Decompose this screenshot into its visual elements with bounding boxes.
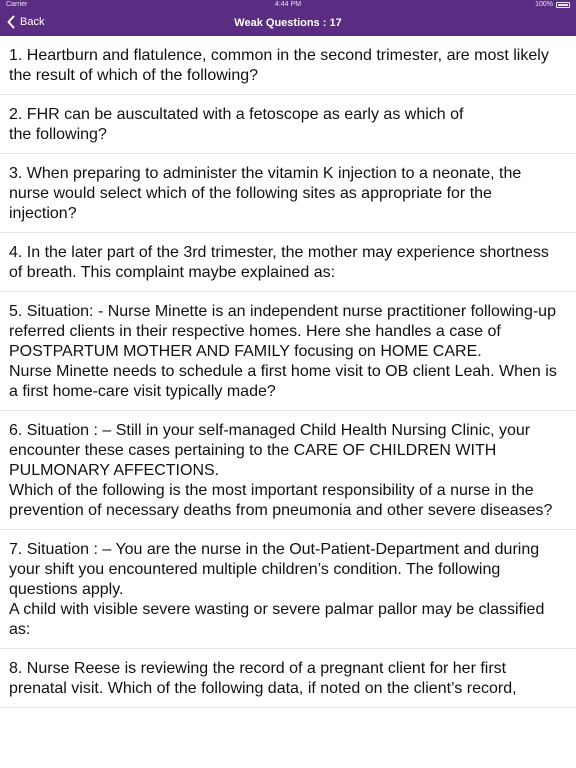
top-bar: [0, 0, 576, 36]
question-item[interactable]: 5. Situation: - Nurse Minette is an independent nurse practitioner following-up referred clients in their respective homes. Here she handles a case of POSTPARTUM MOTHER AND FAMILY focusing on HOME CARE. Nurse Minette needs to schedule a first home visit to OB client Leah. When is a first home-care visit typically made?: [0, 292, 576, 411]
carrier-label: Carrier: [6, 1, 28, 8]
question-item[interactable]: 6. Situation : – Still in your self-managed Child Health Nursing Clinic, your encounter these cases pertaining to the CARE OF CHILDREN WITH PULMONARY AFFECTIONS. Which of the following is the most important responsibility of a nurse in the prevention of necessary deaths from pneumonia and other severe diseases?: [0, 411, 576, 530]
question-item[interactable]: 1. Heartburn and flatulence, common in the second trimester, are most likely the result of which of the following?: [0, 36, 576, 95]
question-item[interactable]: 7. Situation : – You are the nurse in the Out-Patient-Department and during your shift you encountered multiple children’s condition. The following questions apply. A child with visible severe wasting or severe palmar pallor may be classified as:: [0, 530, 576, 649]
battery-icon: [556, 2, 570, 8]
battery-indicator: [535, 1, 570, 8]
questions-list: [0, 36, 576, 768]
question-item[interactable]: 2. FHR can be auscultated with a fetoscope as early as which of the following?: [0, 95, 576, 154]
navigation-bar: [0, 12, 576, 34]
back-label: Back: [20, 16, 45, 28]
page-title: Weak Questions : 17: [234, 17, 342, 29]
question-item[interactable]: 4. In the later part of the 3rd trimester, the mother may experience shortness of breath. This complaint maybe explained as:: [0, 233, 576, 292]
question-item[interactable]: 8. Nurse Reese is reviewing the record of a pregnant client for her first prenatal visit. Which of the following data, if noted on the client’s record,: [0, 649, 576, 708]
status-time: 4:44 PM: [274, 1, 302, 8]
battery-percent: 100%: [535, 1, 553, 8]
status-bar: [0, 0, 576, 10]
question-item[interactable]: 3. When preparing to administer the vitamin K injection to a neonate, the nurse would select which of the following sites as appropriate for the injection?: [0, 154, 576, 233]
